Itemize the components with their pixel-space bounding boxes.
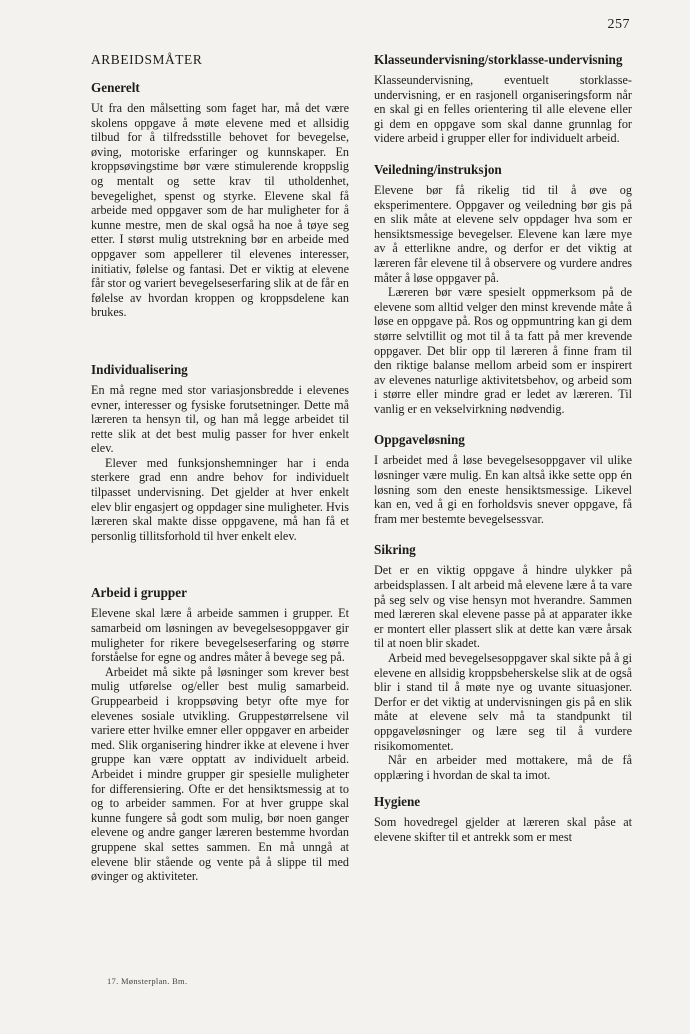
heading-generelt: Generelt <box>91 80 140 95</box>
paragraph: I arbeidet med å løse bevegelsesoppgaver vil ulike løsninger være mulig. En kan altså ikke sette opp én løsning som den eneste hensiktsmessige. Likevel kan en, ved å gi en forholdsvis snever oppgave, få fram mer bestemte bevegelsessvar. <box>374 453 632 526</box>
page-number: 257 <box>607 17 630 32</box>
heading-individualisering: Individualisering <box>91 361 188 377</box>
paragraph: Klasseundervisning, eventuelt storklasse-undervisning, er en rasjonell organiseringsform når en skal gi en felles orientering til alle elevene eller gi dem en oppgave som skal danne grunnlag for videre arbeid i grupper eller for individuelt arbeid. <box>374 73 632 146</box>
paragraph: Det er en viktig oppgave å hindre ulykker på arbeidsplassen. I alt arbeid må elevene lære å ta vare på seg selv og vise hensyn mot hverandre. Sammen med læreren skal elevene passe på at apparater ikke er montert eller plassert slik at dette kan være årsak til at noen blir skadet. <box>374 563 632 651</box>
paragraph: En må regne med stor variasjonsbredde i elevenes evner, interesser og fysiske forutsetninger. Dette må læreren ta hensyn til, og han må legge arbeidet til rette slik at det best mulig passer for hver enkelt elev. <box>91 382 349 456</box>
heading-sikring: Sikring <box>374 542 416 558</box>
heading-hygiene: Hygiene <box>374 794 421 810</box>
paragraph: Elevene bør få rikelig tid til å øve og eksperimentere. Oppgaver og veiledning bør gis på en slik måte at elevene selv oppdager hva som er hensiktsmessige bevegelser. Elevene kan lære mye av å etterlikne andre, og derfor er det viktig at læreren får elevene til å observere og vurdere andres måter å løse oppgaver på. <box>374 182 632 285</box>
footnote: 17. Mønsterplan. Bm. <box>107 976 188 986</box>
paragraph: Elever med funksjonshemninger har i enda sterkere grad enn andre behov for individuelt tilpasset undervisning. Det gjelder at hver enkelt elev blir engasjert og oppdager sine muligheter. Hvis læreren skal makte disse oppgavene, må han få et personlig tillitsforhold til hver enkelt elev. <box>91 455 349 543</box>
section-individualisering <box>91 362 349 544</box>
paragraph: Arbeid med bevegelsesoppgaver skal sikte på å gi elevene en allsidig kroppsbeherskelse slik at de også blir i stand til å møte nye og uvante situasjoner. Derfor er det viktig at undervisningen gis på en slik måte at elevene selv må ta standpunkt til oppgaveløsninger og lære seg til å vurdere risikomomentet. <box>374 651 632 753</box>
section-veiledning <box>374 162 632 417</box>
section-sikring <box>374 542 632 782</box>
paragraph: Når en arbeider med mottakere, må de få opplæring i hvordan de skal ta imot. <box>374 753 632 782</box>
right-column <box>374 52 632 845</box>
section-grupper <box>91 585 349 883</box>
section-generelt <box>91 80 349 320</box>
heading-oppgave: Oppgaveløsning <box>374 432 465 448</box>
paragraph: Læreren bør være spesielt oppmerksom på de elevene som alltid velger den minst krevende måte å løse en oppgave på. Ros og oppmuntring kan gi dem større selvtillit og mot til å ta fatt på mer krevende oppgaver. Det blir opp til læreren å finne fram til den riktige balanse mellom arbeid som er inspirert av elevenes naturlige aktivitetsbehov, og arbeid som i større eller mindre grad er ledet av læreren. Til vanlig er en vekselvirkning nødvendig. <box>374 285 632 416</box>
section-klasse <box>374 52 632 146</box>
paragraph: Ut fra den målsetting som faget har, må det være skolens oppgave å møte elevene med et allsidig tilbud for å tilfredsstille behovet for bevegelse, øving, motoriske erfaringer og kunnskaper. En kroppsøvingstime bør være stimulerende kroppslig og mentalt og sette krav til utholdenhet, bevegelighet, spenst og styrke. Elevene skal få arbeide med oppgaver som de har muligheter for å kunne mestre, men de skal også ha noe å tøye seg etter. I størst mulig utstrekning bør en arbeide med oppgaver som appellerer til elevenes interesser, initiativ, følelse og fantasi. Det er viktig at elevene får stor og variert bevegelseserfaring slik at de får en følelse av hvordan kroppen og kroppsdelene kan brukes. <box>91 101 349 320</box>
chapter-title: ARBEIDSMÅTER <box>91 52 203 67</box>
heading-veiledning: Veiledning/instruksjon <box>374 161 502 177</box>
section-hygiene <box>374 794 632 844</box>
left-column <box>91 52 349 884</box>
paragraph: Som hovedregel gjelder at læreren skal påse at elevene skifter til et antrekk som er mest <box>374 815 632 844</box>
heading-klasse: Klasseundervisning/storklasse-undervisning <box>374 52 623 67</box>
paragraph: Arbeidet må sikte på løsninger som krever best mulig utførelse og/eller best mulig samarbeid. Gruppearbeid i kroppsøving betyr ofte mye for elevenes sosiale utvikling. Gruppestørrelsene vil variere etter hvilke emner eller oppgaver en arbeider med. Slik organisering hindrer ikke at elevene i hver gruppe kan være opptatt av individuelt arbeid. Arbeidet i mindre grupper gir spesielle muligheter for differensiering. Ofte er det hensiktsmessig at to og to arbeider sammen. For at hver gruppe skal kunne fungere så godt som mulig, bør noen ganger elevene og andre ganger læreren bestemme hvordan gruppene skal settes sammen. En må unngå at elevene blir stående og vente på å slippe til med øvinger og aktiviteter. <box>91 664 349 884</box>
heading-grupper: Arbeid i grupper <box>91 585 187 601</box>
paragraph: Elevene skal lære å arbeide sammen i grupper. Et samarbeid om løsningen av bevegelsesoppgaver gir muligheter for rikere bevegelseserfaring og større forståelse for egne og andres måter å bevege seg på. <box>91 606 349 665</box>
section-oppgave <box>374 432 632 526</box>
